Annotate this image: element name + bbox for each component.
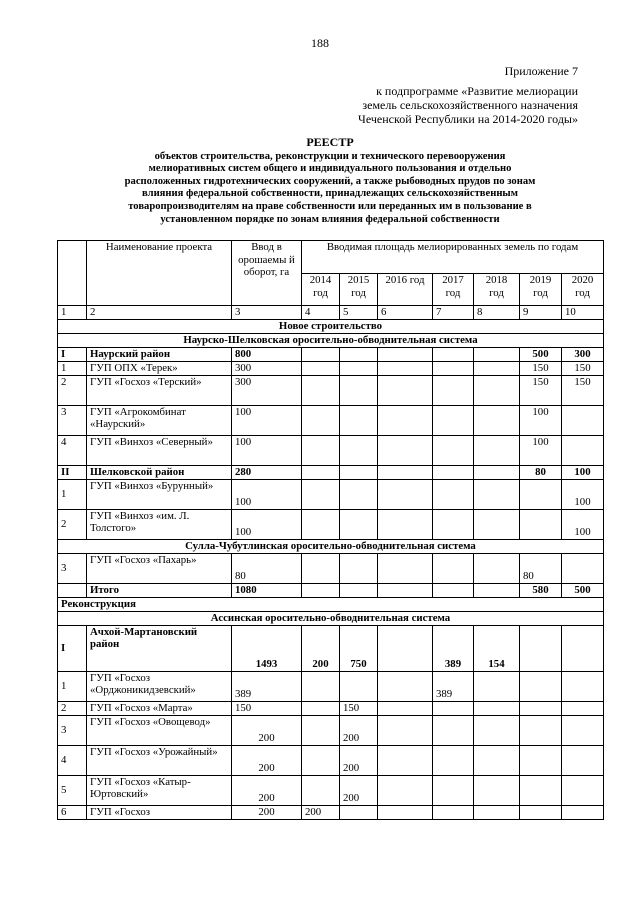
- column-number-row: [58, 306, 604, 320]
- system-title: Ассинская оросительно-обводнительная система: [58, 611, 604, 625]
- row-y2015: 200: [340, 775, 378, 805]
- row-y2019: 80: [520, 553, 562, 583]
- appendix-line: к подпрограмме «Развитие мелиорации: [376, 84, 578, 98]
- col-num: 6: [378, 306, 433, 320]
- title-main: РЕЕСТР: [306, 135, 354, 149]
- table-row: [58, 671, 604, 701]
- total-value: 1080: [232, 583, 302, 597]
- row-y2019: 80: [520, 465, 562, 479]
- row-name: ГУП «Госхоз «Катыр-Юртовский»: [87, 775, 232, 805]
- col-num: 8: [474, 306, 520, 320]
- row-y2020: 100: [562, 479, 604, 509]
- row-y2019: 100: [520, 435, 562, 465]
- row-total: 150: [232, 701, 302, 715]
- table-row: [58, 553, 604, 583]
- row-num: 4: [58, 435, 87, 465]
- row-num: 5: [58, 775, 87, 805]
- row-num: 6: [58, 805, 87, 819]
- table-row: [58, 805, 604, 819]
- row-total: 100: [232, 435, 302, 465]
- row-total: 100: [232, 405, 302, 435]
- row-y2020: 100: [562, 509, 604, 539]
- header-year: 2018 год: [474, 274, 520, 306]
- row-name: Шелковской район: [87, 465, 232, 479]
- document-title: [70, 136, 590, 226]
- appendix-line: Чеченской Республики на 2014-2020 годы»: [358, 112, 578, 126]
- col-num: 10: [562, 306, 604, 320]
- row-total: 200: [232, 805, 302, 819]
- row-name: ГУП «Госхоз «Марта»: [87, 701, 232, 715]
- row-num: II: [58, 465, 87, 479]
- row-num: 1: [58, 671, 87, 701]
- row-y2015: 200: [340, 745, 378, 775]
- row-y2018: 154: [474, 625, 520, 671]
- row-total: 389: [232, 671, 302, 701]
- row-y2019: 150: [520, 375, 562, 405]
- appendix-title: Приложение 7: [504, 64, 578, 78]
- system-title: Сулла-Чубутлинская оросительно-обводнительная система: [58, 539, 604, 553]
- total-row: [58, 583, 604, 597]
- row-total: 100: [232, 479, 302, 509]
- appendix-block: [358, 64, 578, 126]
- title-line: товаропроизводителям на праве собственности или переданных им в пользование в: [128, 200, 532, 212]
- table-row: [58, 701, 604, 715]
- row-total: 300: [232, 361, 302, 375]
- row-name: ГУП «Госхоз «Пахарь»: [87, 553, 232, 583]
- row-y2015: 750: [340, 625, 378, 671]
- row-total: 200: [232, 745, 302, 775]
- row-y2019: 150: [520, 361, 562, 375]
- table-row: [58, 775, 604, 805]
- row-name: ГУП «Винхоз «Бурунный»: [87, 479, 232, 509]
- row-y2014: 200: [302, 805, 340, 819]
- system-row: [58, 611, 604, 625]
- row-total: 1493: [232, 625, 302, 671]
- row-name: ГУП «Винхоз «Северный»: [87, 435, 232, 465]
- header-area: Вводимая площадь мелиорированных земель по годам: [302, 241, 604, 274]
- section-row: [58, 597, 604, 611]
- header-year: 2019 год: [520, 274, 562, 306]
- table-row: [58, 405, 604, 435]
- system-title: Наурско-Шелковская оросительно-обводнительная система: [58, 333, 604, 347]
- title-line: расположенных гидротехнических сооружений, а также рыбоводных прудов по зонам: [124, 175, 536, 187]
- header-year: 2016 год: [378, 274, 433, 306]
- header-year: 2020 год: [562, 274, 604, 306]
- table-row: [58, 745, 604, 775]
- header-input: Ввод в орошаемы й оборот, га: [232, 241, 302, 306]
- title-line: объектов строительства, реконструкции и технического перевооружения: [154, 150, 506, 162]
- system-row: [58, 539, 604, 553]
- registry-table: [57, 240, 604, 820]
- row-name: Ачхой-Мартановский район: [87, 625, 232, 671]
- col-num: 4: [302, 306, 340, 320]
- total-y2020: 500: [562, 583, 604, 597]
- row-total: 80: [232, 553, 302, 583]
- section-title: Новое строительство: [58, 319, 604, 333]
- row-num: 1: [58, 361, 87, 375]
- table-row: [58, 361, 604, 375]
- row-num: 2: [58, 375, 87, 405]
- row-num: 3: [58, 715, 87, 745]
- row-total: 300: [232, 375, 302, 405]
- col-num: 2: [87, 306, 232, 320]
- row-y2014: 200: [302, 625, 340, 671]
- row-name: ГУП «Госхоз «Овощевод»: [87, 715, 232, 745]
- section-row: [58, 319, 604, 333]
- section-title: Реконструкция: [58, 597, 604, 611]
- header-year: 2015 год: [340, 274, 378, 306]
- row-num: 3: [58, 553, 87, 583]
- row-y2019: 500: [520, 347, 562, 361]
- table-row: [58, 375, 604, 405]
- title-line: мелиоративных систем общего и индивидуального пользования и отдельно: [148, 163, 512, 175]
- row-num: 2: [58, 509, 87, 539]
- title-line: влияния федеральной собственности, принадлежащих сельскохозяйственным: [142, 188, 518, 200]
- col-num: 1: [58, 306, 87, 320]
- system-row: [58, 333, 604, 347]
- table-row: [58, 625, 604, 671]
- page-number: 188: [311, 36, 329, 50]
- appendix-line: земель сельскохозяйственного назначения: [362, 98, 578, 112]
- row-num: I: [58, 347, 87, 361]
- row-num: I: [58, 625, 87, 671]
- row-y2020: 150: [562, 361, 604, 375]
- col-num: 5: [340, 306, 378, 320]
- total-label: Итого: [87, 583, 232, 597]
- header-row: [58, 241, 604, 274]
- row-name: ГУП «Госхоз «Урожайный»: [87, 745, 232, 775]
- table-row: [58, 347, 604, 361]
- row-y2020: 150: [562, 375, 604, 405]
- row-name: ГУП «Винхоз «им. Л. Толстого»: [87, 509, 232, 539]
- col-num: 9: [520, 306, 562, 320]
- row-total: 200: [232, 715, 302, 745]
- row-y2020: 100: [562, 465, 604, 479]
- header-year: 2014 год: [302, 274, 340, 306]
- row-y2020: 300: [562, 347, 604, 361]
- header-year: 2017 год: [433, 274, 474, 306]
- table-row: [58, 435, 604, 465]
- table-row: [58, 465, 604, 479]
- header-cell: [58, 241, 87, 306]
- table-row: [58, 509, 604, 539]
- row-num: 4: [58, 745, 87, 775]
- row-y2015: 150: [340, 701, 378, 715]
- row-y2015: 200: [340, 715, 378, 745]
- row-num: 3: [58, 405, 87, 435]
- row-name: ГУП «Госхоз «Терский»: [87, 375, 232, 405]
- row-total: 100: [232, 509, 302, 539]
- row-name: ГУП «Госхоз: [87, 805, 232, 819]
- row-name: ГУП ОПХ «Терек»: [87, 361, 232, 375]
- col-num: 7: [433, 306, 474, 320]
- row-name: ГУП «Госхоз «Орджоникидзевский»: [87, 671, 232, 701]
- title-line: установленном порядке по зонам влияния федеральной собственности: [160, 213, 500, 225]
- row-total: 200: [232, 775, 302, 805]
- row-name: ГУП «Агрокомбинат «Наурский»: [87, 405, 232, 435]
- table-row: [58, 715, 604, 745]
- row-num: 1: [58, 479, 87, 509]
- row-y2017: 389: [433, 625, 474, 671]
- row-y2019: 100: [520, 405, 562, 435]
- table-row: [58, 479, 604, 509]
- row-total: 800: [232, 347, 302, 361]
- header-name: Наименование проекта: [87, 241, 232, 306]
- row-name: Наурский район: [87, 347, 232, 361]
- row-num: 2: [58, 701, 87, 715]
- col-num: 3: [232, 306, 302, 320]
- row-y2017: 389: [433, 671, 474, 701]
- row-total: 280: [232, 465, 302, 479]
- total-y2019: 580: [520, 583, 562, 597]
